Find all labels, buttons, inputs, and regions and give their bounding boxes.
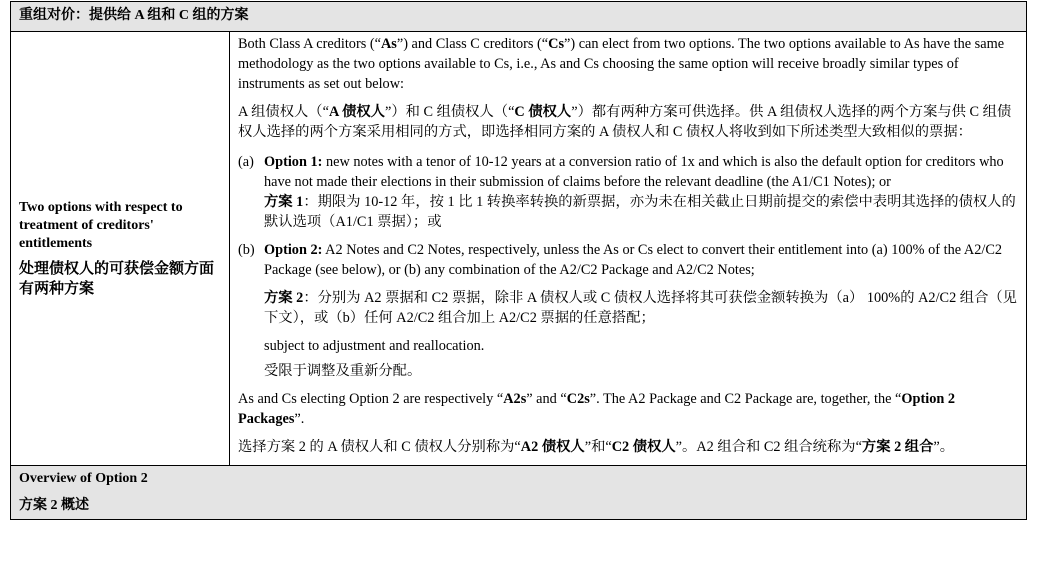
subject-cn: 受限于调整及重新分配。 xyxy=(264,363,422,379)
row-content-cell xyxy=(230,32,1026,465)
section-footer xyxy=(11,466,1026,519)
option-2-marker: (b) xyxy=(238,242,255,258)
table-row-options xyxy=(11,32,1026,466)
option-2-cn: 方案 2：分别为 A2 票据和 C2 票据，除非 A 债权人或 C 债权人选择将其可获偿金额转换为（a） 100%的 A2/C2 组合（见下文），或（b）任何 A2/C2 组合加上 A2/C2 票据的任意搭配； xyxy=(264,290,1017,326)
option-2-item xyxy=(238,240,1018,381)
option-1-marker: (a) xyxy=(238,154,254,170)
option-2-definition-cn: 选择方案 2 的 A 债权人和 C 债权人分别称为“A2 债权人”和“C2 债权人”。A2 组合和 C2 组合统称为“方案 2 组合”。 xyxy=(238,439,955,455)
option-1-cn: 方案 1：期限为 10-12 年，按 1 比 1 转换率转换的新票据，亦为未在相关截止日期前提交的索偿中表明其选择的债权人的默认选项（A1/C1 票据）；或 xyxy=(264,194,1016,230)
option-2-en: Option 2: A2 Notes and C2 Notes, respectively, unless the As or Cs elect to convert their entitlement into (a) 100% of the A2/C2 Package (see below), or (b) any combination of the A2/C2 Package and A2/C2 Notes; xyxy=(264,242,1003,278)
table-header: 重组对价：提供给 A 组和 C 组的方案 xyxy=(11,2,1026,32)
row-label-en: Two options with respect to treatment of creditors' entitlements xyxy=(19,199,183,251)
footer-title-cn: 方案 2 概述 xyxy=(19,498,89,513)
option-1-en: Option 1: new notes with a tenor of 10-12 years at a conversion ratio of 1x and which is also the default option for creditors who have not made their elections in their submission of claims before the relevant deadline (the A1/C1 Notes); or xyxy=(264,154,1004,190)
row-label-cn: 处理债权人的可获偿金额方面有两种方案 xyxy=(19,260,215,297)
intro-paragraph-cn: A 组债权人（“A 债权人”）和 C 组债权人（“C 债权人”）都有两种方案可供选择。供 A 组债权人选择的两个方案与供 C 组债权人选择的两个方案采用相同的方式，即选择相同方案的 A 债权人和 C 债权人将收到如下所述类型大致相似的票据： xyxy=(238,104,1012,140)
option-1-item xyxy=(238,152,1018,232)
subject-en: subject to adjustment and reallocation. xyxy=(264,338,485,354)
row-label-cell xyxy=(11,32,230,465)
intro-paragraph-en: Both Class A creditors (“As”) and Class C creditors (“Cs”) can elect from two options. The two options available to As have the same methodology as the two options available to Cs, i.e., As and Cs choosing the same option will receive broadly similar types of instruments as set out below: xyxy=(238,36,1005,92)
footer-title-en: Overview of Option 2 xyxy=(19,471,148,486)
option-2-definition-en: As and Cs electing Option 2 are respectively “A2s” and “C2s”. The A2 Package and C2 Package are, together, the “Option 2 Packages”. xyxy=(238,391,956,427)
terms-table xyxy=(10,1,1027,520)
